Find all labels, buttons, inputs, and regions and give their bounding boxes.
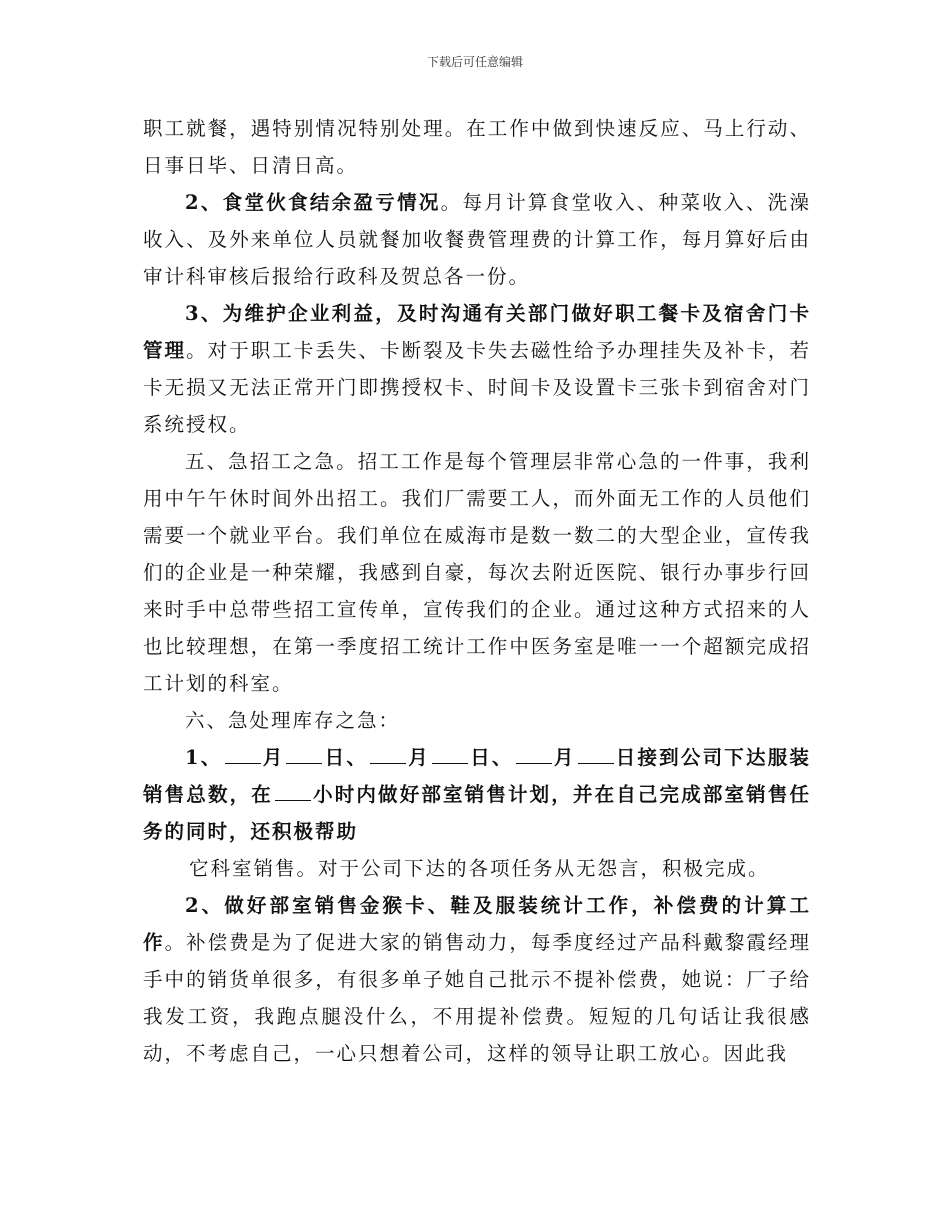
p6-seg6: 月 xyxy=(553,746,576,769)
p6-seg5: 日、 xyxy=(469,746,514,769)
paragraph-3-heading: 3、为维护企业利益，及时沟通有关部门做好职工餐卡及宿舍门卡管理 xyxy=(143,302,811,362)
p6-seg7: 日接到公司下达服装销售总数，在 xyxy=(143,746,811,806)
paragraph-2-text: 。每月计算食堂收入、种菜收入、洗澡收入、及外来单位人员就餐加收餐费管理费的计算工作，每月算好后由审计科审核后报给行政科及贺总各一份。 xyxy=(143,191,811,288)
paragraph-8 xyxy=(143,887,811,1072)
p6-seg1: 1、 xyxy=(185,746,223,769)
paragraph-1: 职工就餐，遇特别情况特别处理。在工作中做到快速反应、马上行动、日事日毕、日清日高。 xyxy=(143,117,811,177)
p6-seg4: 月 xyxy=(408,746,430,769)
document-body xyxy=(143,110,811,1072)
blank-day-2 xyxy=(432,745,468,764)
blank-month-1 xyxy=(225,745,261,764)
blank-day-3 xyxy=(578,745,614,764)
blank-day-1 xyxy=(286,745,322,764)
paragraph-4: 五、急招工之急。招工工作是每个管理层非常心急的一件事，我利用中午午休时间外出招工。我们厂需要工人，而外面无工作的人员他们需要一个就业平台。我们单位在威海市是数一数二的大型企业，宣传我们的企业是一种荣耀，我感到自豪，每次去附近医院、银行办事步行回来时手中总带些招工宣传单，宣传我们的企业。通过这种方式招来的人也比较理想，在第一季度招工统计工作中医务室是唯一一个超额完成招工计划的科室。 xyxy=(143,450,811,695)
p6-seg8: 小时内做好部室销售计划，并在自己完成部室销售任务的同时，还积极帮助 xyxy=(143,783,811,843)
paragraph-2 xyxy=(143,184,811,295)
paragraph-2-heading: 2、食堂伙食结余盈亏情况 xyxy=(185,191,441,214)
paragraph-8-text: 。补偿费是为了促进大家的销售动力，每季度经过产品科戴黎霞经理手中的销货单很多，有很多单子她自己批示不提补偿费，她说：厂子给我发工资，我跑点腿没什么，不用提补偿费。短短的几句话让我很感动，不考虑自己，一心只想着公司，这样的领导让职工放心。因此我 xyxy=(143,931,811,1065)
blank-month-3 xyxy=(516,745,552,764)
paragraph-3-text: 。对于职工卡丢失、卡断裂及卡失去磁性给予办理挂失及补卡，若卡无损又无法正常开门即携授权卡、时间卡及设置卡三张卡到宿舍对门系统授权。 xyxy=(143,339,811,436)
p6-seg2: 月 xyxy=(262,746,285,769)
p6-seg3: 日、 xyxy=(324,746,369,769)
paragraph-5: 六、急处理库存之急： xyxy=(185,709,401,732)
paragraph-7: 它科室销售。对于公司下达的各项任务从无怨言，积极完成。 xyxy=(189,857,770,880)
blank-hours xyxy=(275,782,311,801)
paragraph-3 xyxy=(143,295,811,443)
page-header: 下载后可任意编辑 xyxy=(426,55,523,69)
paragraph-6 xyxy=(143,739,811,850)
paragraph-8-heading: 2、做好部室销售金猴卡、鞋及服装统计工作，补偿费的计算工作 xyxy=(143,894,811,954)
blank-month-2 xyxy=(370,745,406,764)
